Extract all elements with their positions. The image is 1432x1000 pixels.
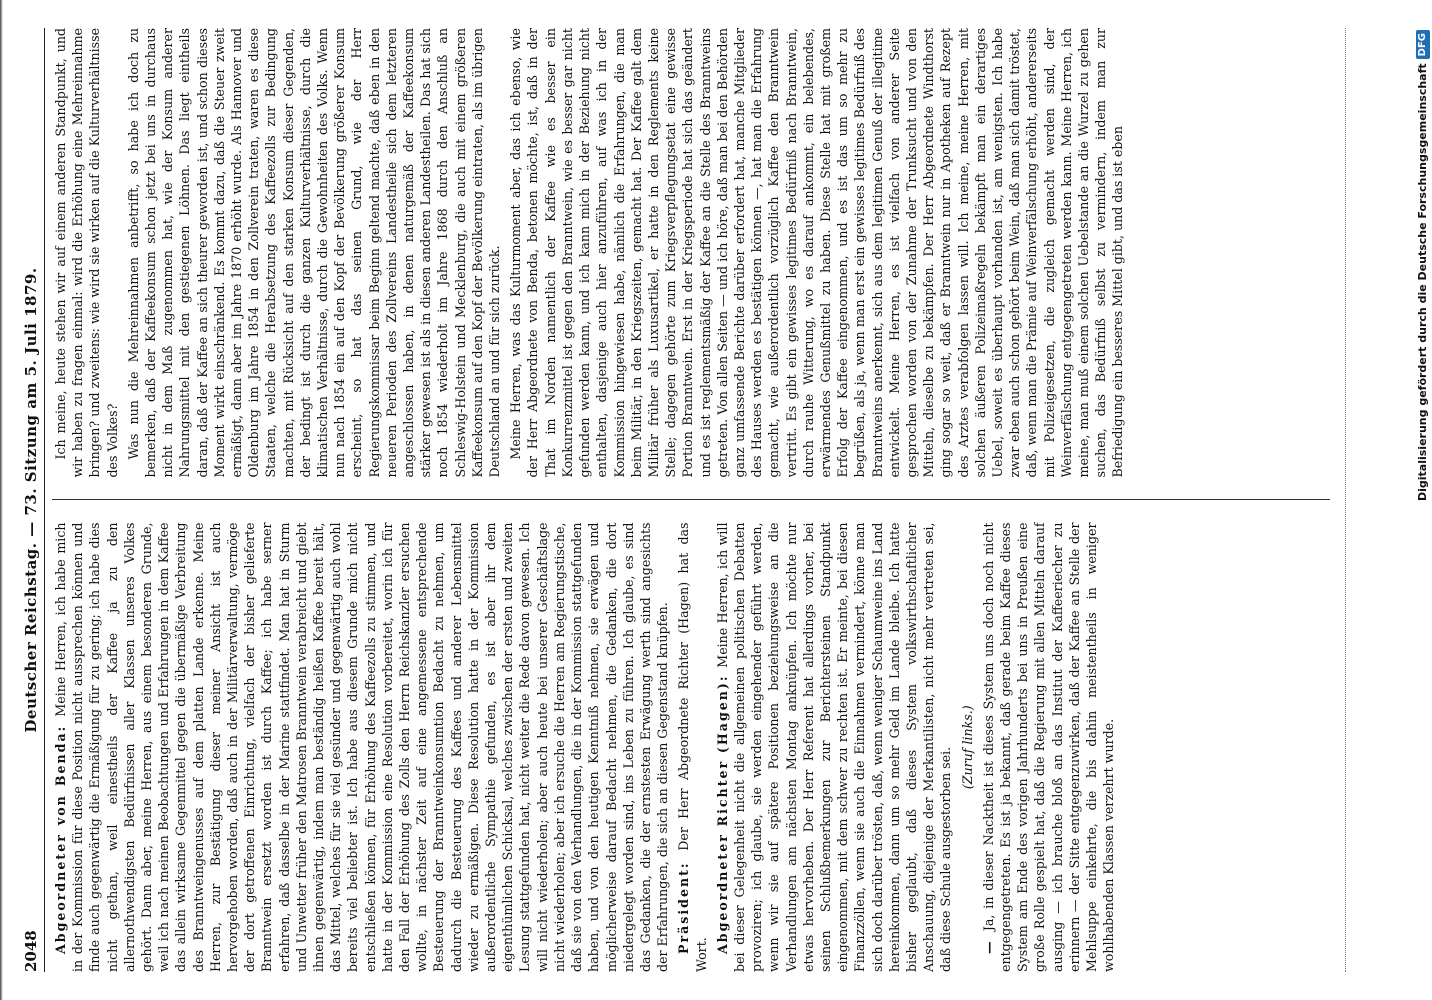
paragraph-text: Der Herr Abgeordnete Richter (Hagen) hat das Wort. xyxy=(676,522,709,972)
paragraph-text: Was nun die Mehreinnahmen anbetrifft, so habe ich doch zu bemerken, daß der Kaffeekonsum schon jetzt bei uns in durchaus nicht in dem Maß zugenommen hat, wie der Konsum anderer Nahrungsmittel mit den gestiegenen Löhnen. Das liegt eintheils daran, daß der Kaffee an sich theurer geworden ist, und schon dieses Moment wirkt einschränkend. Es kommt dazu, daß die Steuer zweit ermäßigt, dann aber im Jahre 1870 erhöht wurde. Als Hannover und Oldenburg im Jahre 1854 in den Zollverein traten, waren es diese Staaten, welche die Herabsetzung des Kaffeezolls zur Bedingung machten, mit Rücksicht auf den starken Konsum dieser Gegenden, der bedingt ist durch die ganzen Kulturverhältnisse, durch die klimatischen Verhältnisse, durch die Gewohnheiten des Volks. Wenn nun nach 1854 ein auf den Kopf der Bevölkerung größerer Konsum erscheint, so hat das seinen Grund, wie der Herr Regierungskommissar beim Beginn geltend machte, daß eben in den neueren Perioden des Zollvereins Landestheile sich dem letzteren angeschlossen haben, in denen naturgemäß der Kaffeekonsum stärker gewesen ist als in diesen anderen Landestheilen. Das hat sich noch 1854 wiederholt im Jahre 1868 durch den Anschluß an Schleswig-Holstein und Mecklenburg, die auch mit einem größeren Kaffeekonsum auf den Kopf der Bevölkerung eintraten, als im übrigen Deutschland an und für sich zurück. xyxy=(125,28,503,478)
text-columns xyxy=(52,28,1330,972)
paragraph-text: Ja, in dieser Nacktheit ist dieses System uns doch noch nicht entgegengetreten. Es ist ja bekannt, daß gerade beim Kaffee dieses System am Ende des vorigen Jahrhunderts bei uns in Preußen eine große Rolle gespielt hat, daß die Regierung mit allen Mitteln darauf ausging — ich brauche bloß an das Institut der Kaffeeriecher zu erinnern — der Sitte entgegenzuwirken, daß der Kaffee an Stelle der Mehlsuppe einkehrte, die bis dahin meistentheils in weniger wohlhabenden Klassen verzehrt wurde. xyxy=(980,522,1117,972)
paragraph-text: Meine Herren, ich will bei dieser Gelegenheit nicht die allgemeinen politischen Debatten provoziren; ich glaube, sie werden eingehender geführt werden, wenn wir sie auf spätere Positionen beziehungsweise an die Verhandlungen am nächsten Montag anknüpfen. Ich möchte nur etwas hervorheben. Der Herr Referent hat allerdings vorher, bei seinen Schlußbemerkungen zur Berichtersteinen Standpunkt eingenommen, mit dem schwer zu rechten ist. Er meinte, bei diesen Finanzzöllen, wenn sie auch die Einnahmen vermindert, könne man sich doch darüber trösten, daß, wenn weniger Schaumweine ins Land hereinkommen, dann um so mehr Geld im Lande bleibe. Ich hatte bisher geglaubt, daß dieses System volkswirthschaftlicher Anschauung, diejenige der Merkantilisten, nicht mehr vertreten sei, daß diese Schule ausgestorben sei. xyxy=(714,522,954,972)
credit-text: Digitalisierung gefördert durch die Deutsche Forschungsgemeinschaft xyxy=(1416,63,1429,502)
paragraph xyxy=(980,523,1118,973)
paragraph xyxy=(125,28,503,478)
speaker-name: — xyxy=(980,931,996,954)
paragraph xyxy=(714,523,955,973)
running-header xyxy=(18,28,45,972)
digitization-credit xyxy=(1404,30,1430,990)
paragraph-text: Meine Herren, ich habe mich in der Kommission für diese Position nicht aussprechen können und finde auch gegenwärtig die Ermäßigung für zu gering; ich habe dies nicht gethan, weil einestheils der Kaffee ja zu den allernothwendigsten Bedürfnissen aller Klassen unseres Volkes gehört. Dann aber, meine Herren, aus einem besonderen Grunde, weil ich nach meinen Beobachtungen und Erfahrungen in dem Kaffee das allein wirksame Gegenmittel gegen die übermäßige Verbreitung des Branntweingenusses auf dem platten Lande erkenne. Meine Herren, zur Bestätigung dieser meiner Ansicht ist auch hervorgehoben worden, daß auch in der Militärverwaltung, vermöge der dort getroffenen Einrichtung, vielfach der bisher gelieferte Branntwein ersetzt worden ist durch Kaffee; ich habe serner erfahren, daß dasselbe in der Marine stattfindet. Man hat in Sturm und Unwetter früher den Matrosen Branntwein verabreicht und giebt ihnen gegenwärtig, indem man beständig heißen Kaffee bereit hält, das Mittel, welches für sie viel gesünder und gegenwärtig auch wohl bereits viel beliebter ist. Ich habe aus diesem Grunde mich nicht entschließen können, für Erhöhung des Kaffeezolls zu stimmen, und hatte in der Kommission eine Resolution vorbereitet, worin ich für den Fall der Erhöhung des Zolls den Herrn Reichskanzler ersuchen wollte, in nächster Zeit auf eine angemessene entsprechende Besteuerung der Branntweinkonsumtion Bedacht zu nehmen, um dadurch die Besteuerung des Kaffees und anderer Lebensmittel wieder zu ermäßigen. Diese Resolution hatte in der Kommission außerordentliche Sympathie gefunden, es ist aber ihr dem eigenthümlichen Schicksal, welches zwischen der ersten und zweiten Lesung stattgefunden hat, nicht weiter die Rede davon gewesen. Ich will nicht wiederholen; aber auch heute bei unserer Geschäftslage nicht wiederholen; aber ich ersuche die Herren am Regierungstische, daß sie von den Verhandlungen, die in der Kommission stattgefunden haben, und von den heutigen Kenntniß nehmen, sie erwägen und möglicherweise darauf Bedacht nehmen, die Gedanken, die dort niedergelegt worden sind, ins Leben zu führen. Ich glaube, es sind das Gedanken, die der ernstesten Erwägung werth sind angesichts der Erfahrungen, die sich an diesen Gegenstand knüpfen. xyxy=(53,522,671,972)
column-left xyxy=(52,523,1330,973)
speaker-name: Abgeordneter Richter (Hagen): xyxy=(714,667,730,954)
dfg-logo: DFG xyxy=(1416,30,1430,59)
column-divider xyxy=(52,500,1330,501)
paragraph xyxy=(52,28,121,478)
speaker-name: Präsident: xyxy=(676,850,692,954)
footer-rule xyxy=(1345,28,1352,972)
paragraph xyxy=(675,523,709,973)
credit-line xyxy=(1410,30,1432,990)
page-number: 2048 xyxy=(22,930,40,972)
paragraph-text: Meine Herren, was das Kulturmoment aber, das ich ebenso, wie der Herr Abgeordnete von Benda, betonen möchte, ist, daß in der That im Norden namentlich der Kaffee wie es besser ein Konkurrenzmittel ist gegen den Branntwein, wie es besser gar nicht gefunden werden kann, und ich kann mich in der Beziehung nicht enthalten, dasjenige auch hier anzuführen, auf was ich in der Kommission hingewiesen habe, nämlich die Erfahrungen, die man beim Militär, in den Kriegszeiten, gemacht hat. Der Kaffee galt dem Militär früher als Luxusartikel, er hatte in den Reglements keine Stelle; dagegen gehörte zum Kriegsverpflegungsetat eine gewisse Portion Branntwein. Erst in der Kriegsperiode hat sich das geändert und es ist reglementsmäßig der Kaffee an die Stelle des Branntweins getreten. Von allen Seiten — und ich höre, daß man bei den Behörden ganz umfassende Berichte darüber erfordert hat, manche Mitglieder des Hauses werden es bestätigen können —, hat man die Erfahrung gemacht, wie außerordentlich vorzüglich Kaffee den Branntwein vertritt. Es gibt ein gewisses legitimes Bedürfniß nach Branntwein, durch rauhe Witterung, wo es darauf ankommt, ein belebendes, erwärmendes Genußmittel zu haben. Diese Stelle hat mit großem Erfolg der Kaffee eingenommen, und es ist das um so mehr zu begrüßen, als ja, wenn man erst ein gewisses legitimes Bedürfniß des Branntweins anerkennt, sich aus dem legitimen Genuß der illegitime entwickelt. Meine Herren, es ist vielfach von anderer Seite gesprochen worden von der Zunahme der Trunksucht und von den Mitteln, dieselbe zu bekämpfen. Der Herr Abgeordnete Windthorst ging sogar so weit, daß er Branntwein nur in Apotheken auf Rezept des Arztes verabfolgen lassen will. Ich meine, meine Herren, mit solchen äußeren Polizeimaßregeln bekämpft man ein derartiges Uebel, soweit es überhaupt vorhanden ist, am wenigsten. Ich habe zwar eben auch schon gehört beim Wein, daß man sich damit tröstet, daß, wenn man die Prämie auf Weinverfälschung erhöht, andererseits mit Polizeigesetzen, die zugleich gemacht werden sind, der Weinverfälschung entgegengetreten werden kann. Meine Herren, ich meine, man muß einem solchen Uebelstande an die Wurzel zu gehen suchen, das Bedürfniß selbst zu vermindern, indem man zur Befriedigung ein besseres Mittel gibt, und das ist eben xyxy=(508,28,1126,478)
column-right xyxy=(52,28,1330,478)
paragraph xyxy=(52,523,671,973)
paragraph-text: Ich meine, heute stehen wir auf einem anderen Standpunkt, und wir haben zu fragen einmal: wird die Erhöhung eine Mehreinnahme bringen? und zweitens: wie wird sie wirken auf die Kulturverhältnisse des Volkes? xyxy=(53,28,120,478)
running-title: Deutscher Reichstag. — 73. Sitzung am 5. Juli 1879. xyxy=(22,267,40,733)
paragraph xyxy=(507,28,1126,478)
speaker-name: Abgeordneter von Benda: xyxy=(53,716,68,954)
interjection-note: (Zuruf links.) xyxy=(959,705,975,790)
